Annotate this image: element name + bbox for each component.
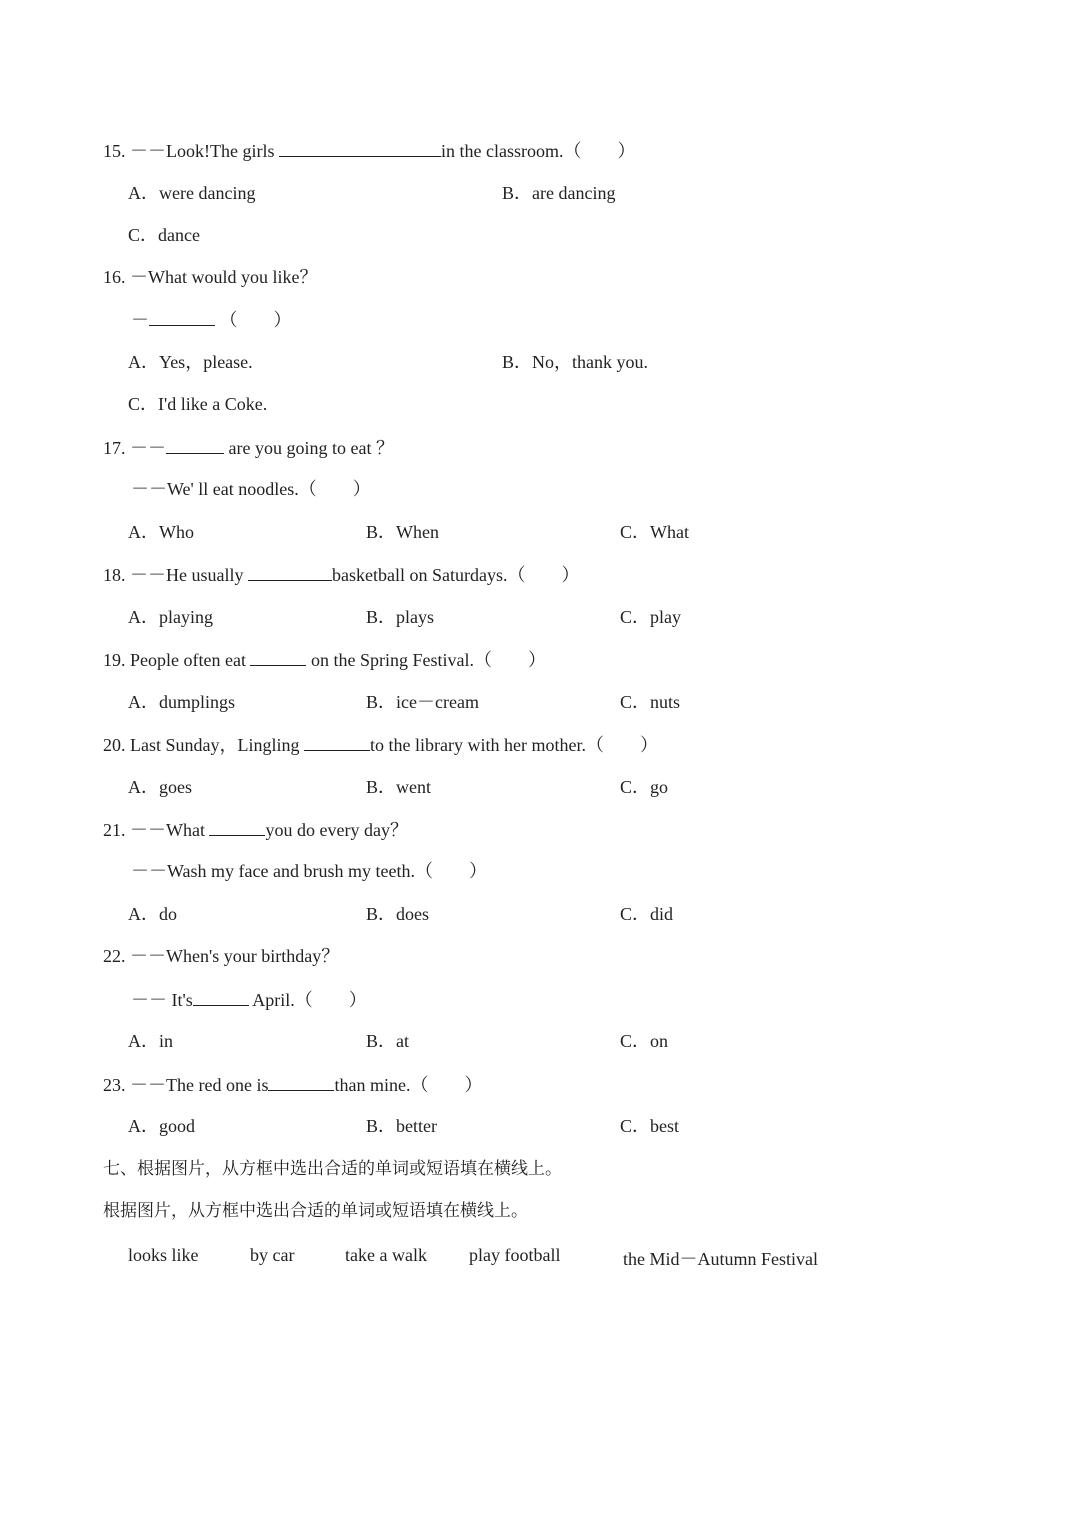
answer-blank xyxy=(268,1073,334,1091)
q22-option-c: C．on xyxy=(620,1031,669,1051)
answer-blank xyxy=(193,988,249,1006)
word-bank-item: the Mid－Autumn Festival xyxy=(623,1249,818,1269)
question-16-stem: 16. －What would you like？ xyxy=(103,267,318,287)
q19-option-c: C．nuts xyxy=(620,692,681,712)
q22-option-b: B．at xyxy=(366,1031,409,1051)
word-bank-item: looks like xyxy=(128,1245,199,1265)
question-21-response: －－Wash my face and brush my teeth.（ ） xyxy=(131,861,487,881)
question-16-response: － （ ） xyxy=(131,310,292,330)
answer-blank xyxy=(250,648,306,666)
q16-option-a: A．Yes，please. xyxy=(128,352,253,372)
question-18-stem: 18. －－He usually basketball on Saturdays.（ ） xyxy=(103,565,580,585)
q17-option-a: A．Who xyxy=(128,522,194,542)
q21-option-a: A．do xyxy=(128,904,177,924)
answer-blank xyxy=(279,139,441,157)
q20-option-b: B．went xyxy=(366,777,431,797)
question-17-response: －－We' ll eat noodles.（ ） xyxy=(131,479,371,499)
section-7-instruction: 根据图片，从方框中选出合适的单词或短语填在横线上。 xyxy=(103,1201,528,1221)
question-22-stem: 22. －－When's your birthday？ xyxy=(103,946,340,966)
answer-blank xyxy=(149,308,215,326)
q17-option-c: C．What xyxy=(620,522,689,542)
q19-option-b: B．ice－cream xyxy=(366,692,479,712)
q16-option-b: B．No，thank you. xyxy=(502,352,648,372)
question-22-response: －－ It's April.（ ） xyxy=(131,990,367,1010)
q20-option-a: A．goes xyxy=(128,777,192,797)
answer-blank xyxy=(166,436,224,454)
question-20-stem: 20. Last Sunday，Lingling to the library with her mother.（ ） xyxy=(103,735,658,755)
q17-option-b: B．When xyxy=(366,522,439,542)
q18-option-c: C．play xyxy=(620,607,681,627)
q21-option-b: B．does xyxy=(366,904,429,924)
q22-option-a: A．in xyxy=(128,1031,173,1051)
answer-blank xyxy=(209,818,265,836)
word-bank-item: take a walk xyxy=(345,1245,427,1265)
q15-option-c: C．dance xyxy=(128,225,200,245)
q23-option-b: B．better xyxy=(366,1116,437,1136)
question-15-stem: 15. －－Look!The girls in the classroom.（ ） xyxy=(103,141,636,161)
q19-option-a: A．dumplings xyxy=(128,692,236,712)
answer-blank xyxy=(304,733,370,751)
q23-option-a: A．good xyxy=(128,1116,195,1136)
q20-option-c: C．go xyxy=(620,777,669,797)
q23-option-c: C．best xyxy=(620,1116,680,1136)
q16-option-c: C．I'd like a Coke. xyxy=(128,394,268,414)
q18-option-a: A．playing xyxy=(128,607,213,627)
q18-option-b: B．plays xyxy=(366,607,435,627)
question-23-stem: 23. －－The red one is than mine.（ ） xyxy=(103,1075,483,1095)
word-bank-item: by car xyxy=(250,1245,295,1265)
question-17-stem: 17. －－ are you going to eat ？ xyxy=(103,438,394,458)
q21-option-c: C．did xyxy=(620,904,674,924)
section-7-heading: 七、根据图片，从方框中选出合适的单词或短语填在横线上。 xyxy=(103,1159,562,1179)
word-bank-item: play football xyxy=(469,1245,561,1265)
q15-option-b: B．are dancing xyxy=(502,183,616,203)
answer-blank xyxy=(248,563,332,581)
question-19-stem: 19. People often eat on the Spring Festival.（ ） xyxy=(103,650,546,670)
q15-option-a: A．were dancing xyxy=(128,183,256,203)
question-21-stem: 21. －－What you do every day？ xyxy=(103,820,408,840)
